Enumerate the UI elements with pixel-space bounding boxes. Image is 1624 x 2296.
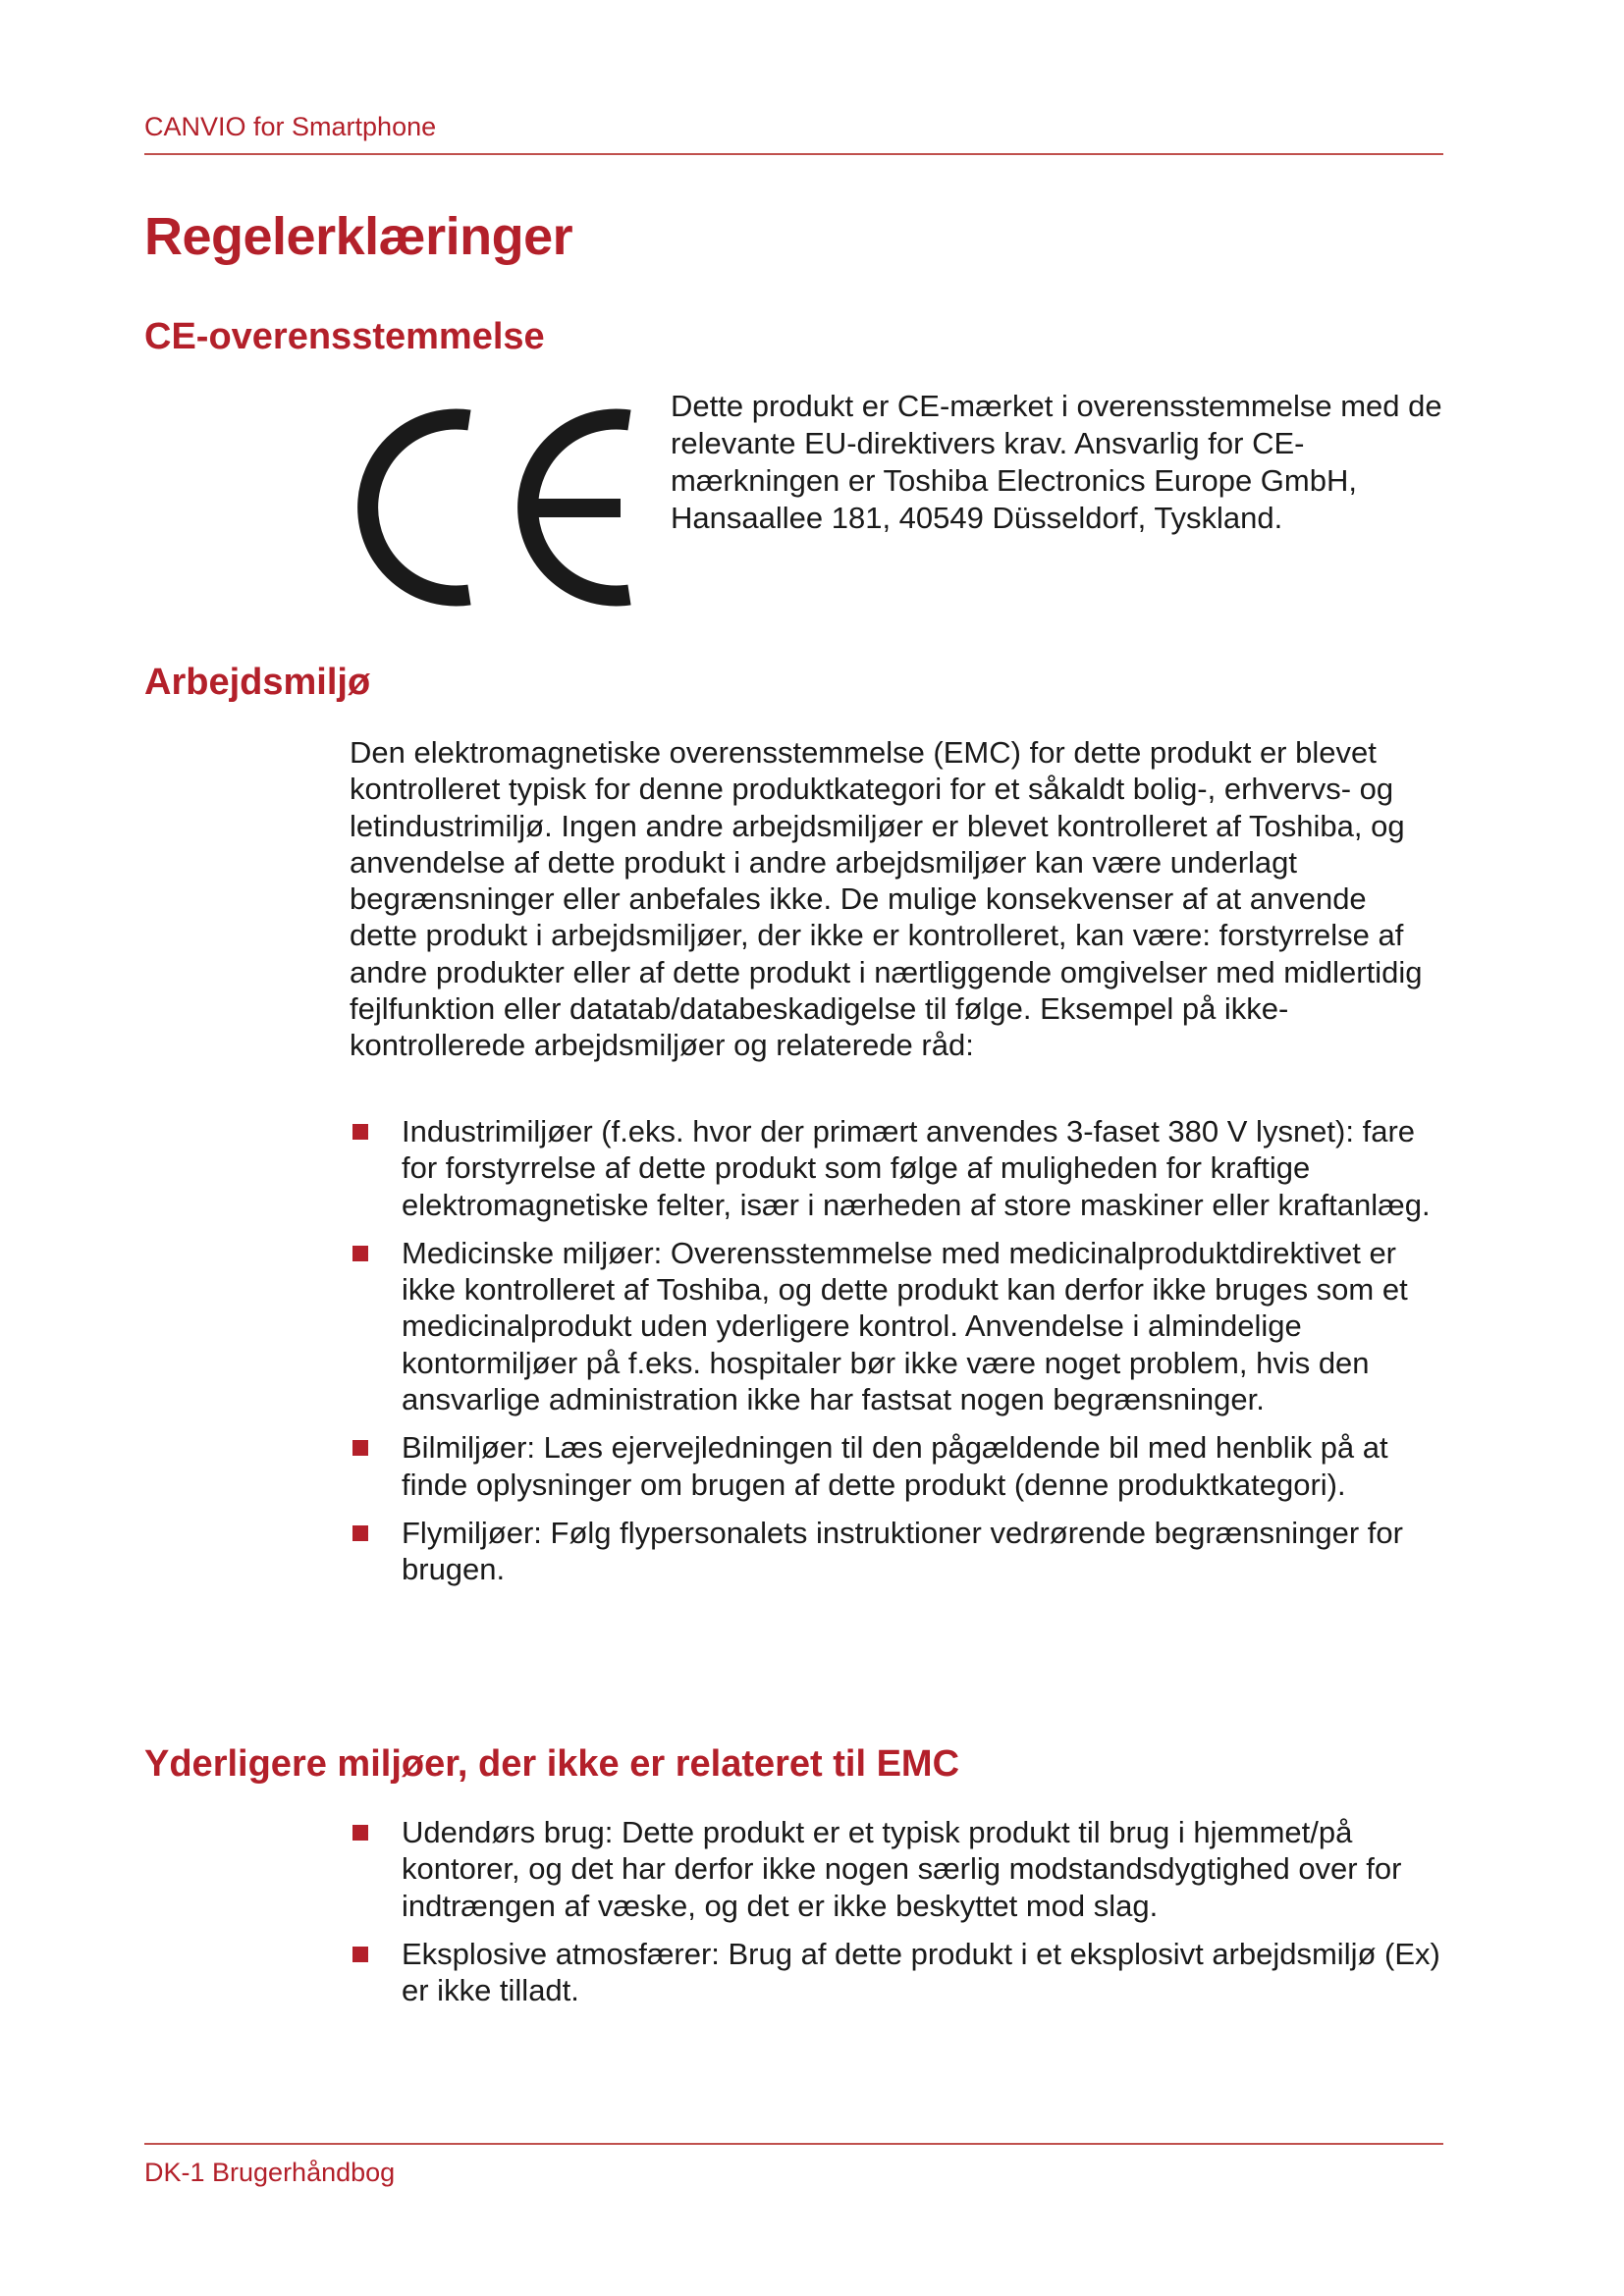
bullet-square-icon [352, 1525, 368, 1541]
list-item-text: Eksplosive atmosfærer: Brug af dette produkt i et eksplosivt arbejdsmiljø (Ex) er ikke tilladt. [402, 1936, 1440, 2008]
running-header: CANVIO for Smartphone [144, 112, 437, 141]
list-item-medical [350, 1235, 1449, 1417]
running-footer: DK-1 Brugerhåndbog [144, 2158, 396, 2187]
bullet-square-icon [352, 1246, 368, 1261]
footer-rule [144, 2143, 1443, 2145]
list-item-text: Bilmiljøer: Læs ejervejledningen til den pågældende bil med henblik på at finde oplysninger om brugen af dette produkt (denne produktkategori). [402, 1430, 1388, 1502]
page-title: Regelerklæringer [144, 207, 573, 266]
list-item-text: Flymiljøer: Følg flypersonalets instruktioner vedrørende begrænsninger for brugen. [402, 1515, 1403, 1587]
bullet-square-icon [352, 1440, 368, 1456]
bullet-square-icon [352, 1825, 368, 1841]
ce-section-heading: CE-overensstemmelse [144, 316, 545, 357]
work-environment-heading: Arbejdsmiljø [144, 662, 371, 703]
other-environments-heading: Yderligere miljøer, der ikke er relateret til EMC [144, 1743, 960, 1785]
header-rule [144, 153, 1443, 155]
list-item-text: Industrimiljøer (f.eks. hvor der primært anvendes 3-faset 380 V lysnet): fare for forstyrrelse af dette produkt som følge af muligheden for kraftige elektromagnetiske felter, især i nærheden af store maskiner eller kraftanlæg. [402, 1114, 1431, 1222]
list-item-text: Medicinske miljøer: Overensstemmelse med medicinalproduktdirektivet er ikke kontrolleret af Toshiba, og dette produkt kan derfor ikke bruges som et medicinalprodukt uden yderligere kontrol. Anvendelse i almindelige kontormiljøer på f.eks. hospitaler bør ikke være noget problem, hvis den ansvarlige administration ikke har fastsat nogen begrænsninger. [402, 1235, 1408, 1417]
list-item-text: Udendørs brug: Dette produkt er et typisk produkt til brug i hjemmet/på kontorer, og det har derfor ikke nogen særlig modstandsdygtighed over for indtrængen af væske, og det er ikke beskyttet mod slag. [402, 1815, 1402, 1923]
list-item-explosive [350, 1936, 1449, 2009]
other-environments-list [350, 1814, 1449, 2008]
bullet-square-icon [352, 1947, 368, 1962]
work-environment-list [350, 1113, 1449, 1588]
bullet-square-icon [352, 1124, 368, 1140]
ce-statement: Dette produkt er CE-mærket i overensstemmelse med de relevante EU-direktivers krav. Ansvarlig for CE-mærkningen er Toshiba Electronics Europe GmbH, Hansaallee 181, 40549 Düsseldorf, Tyskland. [671, 389, 1442, 535]
ce-mark-icon [353, 400, 638, 614]
list-item-aircraft [350, 1515, 1449, 1588]
list-item-industrial [350, 1113, 1449, 1223]
list-item-automotive [350, 1429, 1449, 1503]
emc-paragraph: Den elektromagnetiske overensstemmelse (EMC) for dette produkt er blevet kontrolleret typisk for denne produktkategori for et såkaldt bolig-, erhvervs- og letindustrimiljø. Ingen andre arbejdsmiljøer er blevet kontrolleret af Toshiba, og anvendelse af dette produkt i andre arbejdsmiljøer kan være underlagt begrænsninger eller anbefales ikke. De mulige konsekvenser af at anvende dette produkt i arbejdsmiljøer, der ikke er kontrolleret, kan være: forstyrrelse af andre produkter eller af dette produkt i nærtliggende omgivelser med midlertidig fejlfunktion eller datatab/databeskadigelse til følge. Eksempel på ikke-kontrollerede arbejdsmiljøer og relaterede råd: [350, 735, 1423, 1063]
list-item-outdoor [350, 1814, 1449, 1924]
